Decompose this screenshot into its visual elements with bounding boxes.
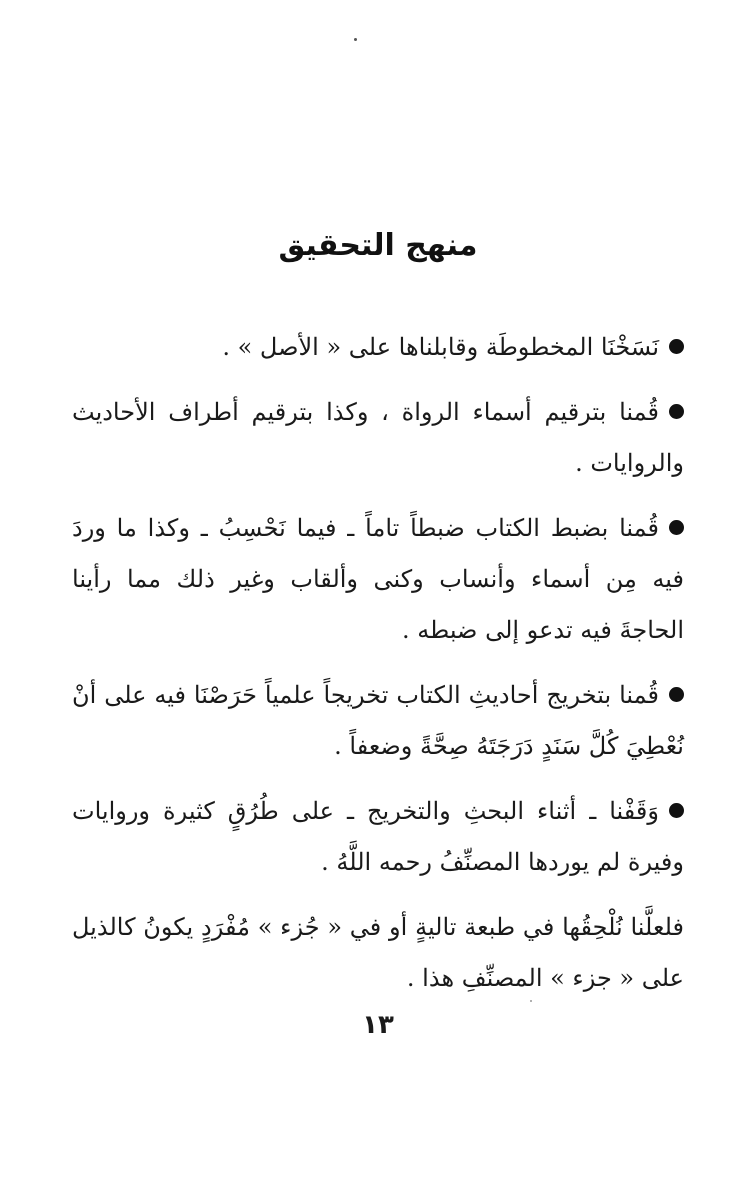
ink-speck — [354, 38, 357, 41]
bullet-icon — [669, 687, 684, 702]
bullet-item — [72, 322, 684, 373]
bullet-item — [72, 387, 684, 489]
bullet-item-text: قُمنا بترقيم أسماء الرواة ، وكذا بترقيم أطراف الأحاديث والروايات . — [72, 398, 684, 477]
page-title: منهج التحقيق — [278, 228, 478, 263]
bullet-item — [72, 503, 684, 656]
bullet-item-text: وَقَفْنا ـ أثناء البحثِ والتخريج ـ على طُرُقٍ كثيرة وروايات وفيرة لم يوردها المصنِّفُ رحمه اللَّهُ . — [72, 797, 684, 876]
bullet-icon — [669, 339, 684, 354]
bullet-item — [72, 670, 684, 772]
bullet-item — [72, 786, 684, 888]
bullet-icon — [669, 404, 684, 419]
page-number: ١٣ — [362, 1010, 394, 1040]
bullet-icon — [669, 520, 684, 535]
bullet-item-text: نَسَخْنَا المخطوطَة وقابلناها على « الأصل » . — [222, 333, 659, 361]
page-body — [72, 322, 684, 1018]
bullet-icon — [669, 803, 684, 818]
bullet-item-text: قُمنا بتخريج أحاديثِ الكتاب تخريجاً علمياً حَرَصْنَا فيه على أنْ نُعْطِيَ كُلَّ سَنَدٍ دَرَجَتَهُ صِحَّةً وضعفاً . — [72, 681, 684, 760]
bullet-item-text: قُمنا بضبط الكتاب ضبطاً تاماً ـ فيما نَحْسِبُ ـ وكذا ما وردَ فيه مِن أسماء وأنساب وكنى وألقاب وغير ذلك مما رأينا الحاجةَ فيه تدعو إلى ضبطه . — [72, 514, 684, 644]
closing-paragraph: فلعلَّنا نُلْحِقُها في طبعة تاليةٍ أو في « جُزء » مُفْرَدٍ يكونُ كالذيل على « جزء » المصنِّفِ هذا . — [72, 913, 684, 992]
